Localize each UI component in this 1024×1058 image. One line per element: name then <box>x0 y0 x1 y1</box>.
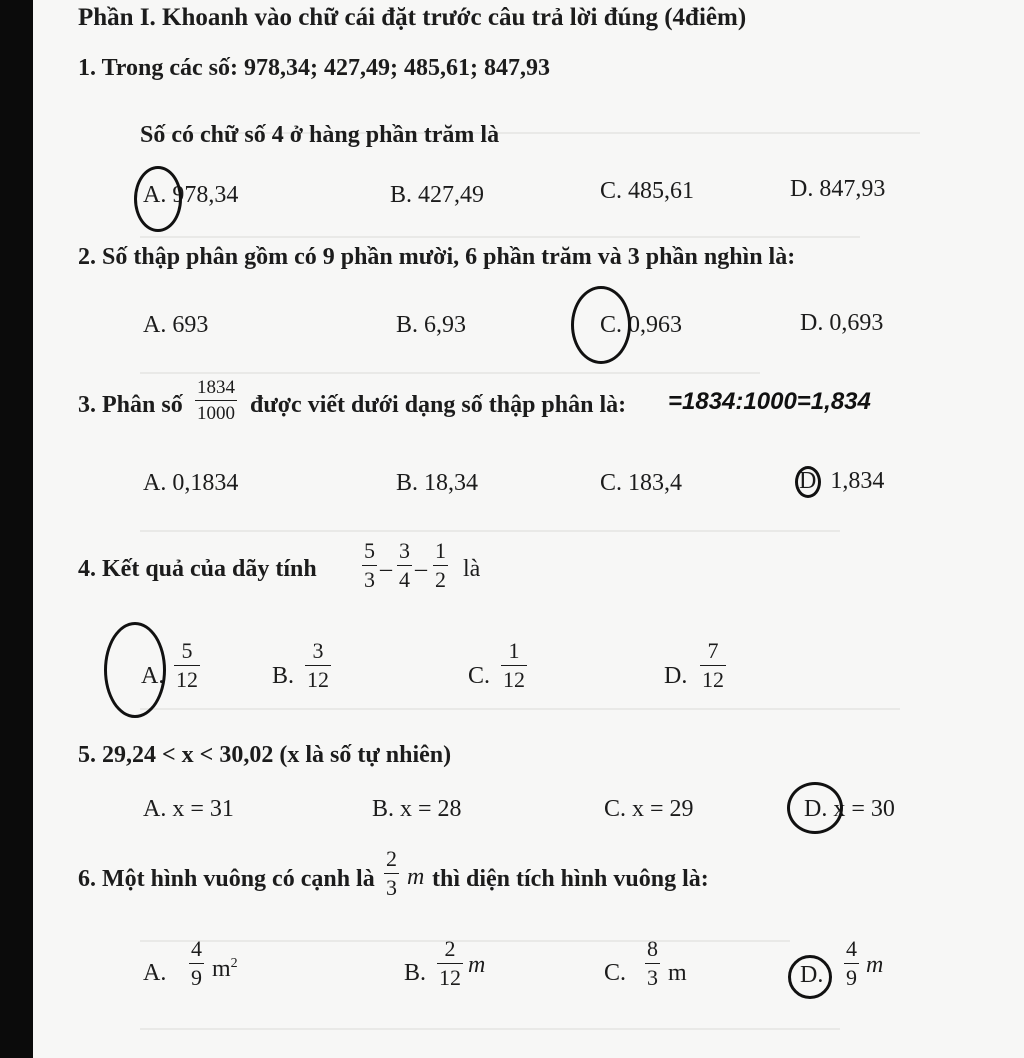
q4-option-d-fraction[interactable]: $\frac{7}{12}$ <box>702 638 724 692</box>
q1-option-c[interactable]: C. 485,61 <box>600 178 695 204</box>
q4-option-b-letter[interactable]: B. <box>272 663 295 689</box>
q6-side-fraction: $\frac{2}{3}$ <box>386 846 397 900</box>
q6-option-c-fraction[interactable]: $\frac{8}{3}$ <box>647 936 658 990</box>
q2-stem: 2. Số thập phân gồm có 9 phần mười, 6 phần trăm và 3 phần nghìn là: <box>78 244 796 270</box>
answer-circle-q6 <box>788 955 832 999</box>
q3-option-d[interactable]: D 1,834 <box>799 468 885 494</box>
q4-option-c-letter[interactable]: C. <box>468 663 491 689</box>
q6-option-d-letter[interactable]: D. <box>800 962 824 988</box>
q5-option-d[interactable]: D. x = 30 <box>804 796 895 822</box>
q4-expr-fraction-1: $\frac{5}{3}$ <box>364 538 375 592</box>
q3-option-b[interactable]: B. 18,34 <box>396 470 479 496</box>
q1-option-b[interactable]: B. 427,49 <box>390 182 485 208</box>
q6-option-a-fraction[interactable]: $\frac{4}{9}$ <box>191 936 202 990</box>
q6-option-b-unit: m <box>468 952 486 978</box>
q4-stem-before: 4. Kết quả của dãy tính <box>78 556 317 582</box>
q3-option-a[interactable]: A. 0,1834 <box>143 470 239 496</box>
q4-stem-after: là <box>463 556 481 582</box>
q6-option-d-unit: m <box>866 952 884 978</box>
q5-option-c[interactable]: C. x = 29 <box>604 796 694 822</box>
q1-stem: 1. Trong các số: 978,34; 427,49; 485,61; 847,93 <box>78 55 550 81</box>
q6-option-a-letter[interactable]: A. <box>143 960 167 986</box>
q1-option-d[interactable]: D. 847,93 <box>790 176 886 202</box>
answer-circle-q3 <box>795 466 821 498</box>
bleed-through-line <box>140 372 760 374</box>
bleed-through-line <box>140 1028 840 1030</box>
q4-option-c-fraction[interactable]: $\frac{1}{12}$ <box>503 638 525 692</box>
q6-option-d-fraction[interactable]: $\frac{4}{9}$ <box>846 936 857 990</box>
q1-subtitle: Số có chữ số 4 ở hàng phần trăm là <box>140 122 500 148</box>
q2-option-b[interactable]: B. 6,93 <box>396 312 467 338</box>
q6-side-unit: m <box>407 864 425 890</box>
q4-option-a-letter[interactable]: A. <box>141 663 165 689</box>
bleed-through-line <box>140 940 790 942</box>
q6-option-c-letter[interactable]: C. <box>604 960 627 986</box>
q4-option-b-fraction[interactable]: $\frac{3}{12}$ <box>307 638 329 692</box>
bleed-through-line <box>140 530 840 532</box>
q4-option-d-letter[interactable]: D. <box>664 663 688 689</box>
q4-expr-fraction-2: $\frac{3}{4}$ <box>399 538 410 592</box>
answer-circle-q2 <box>571 286 631 364</box>
q6-option-c-unit: m <box>668 960 687 986</box>
answer-circle-q1 <box>134 166 182 232</box>
q4-expr-fraction-3: $\frac{1}{2}$ <box>435 538 446 592</box>
bleed-through-line <box>140 236 860 238</box>
q3-option-c[interactable]: C. 183,4 <box>600 470 683 496</box>
scan-edge-shadow <box>0 0 33 1058</box>
q3-stem-after: được viết dưới dạng số thập phân là: <box>250 392 627 418</box>
q2-option-a[interactable]: A. 693 <box>143 312 209 338</box>
q6-option-a-unit: $m^2$ <box>212 956 238 982</box>
q3-stem-before: 3. Phân số <box>78 392 183 418</box>
answer-circle-q4 <box>104 622 166 718</box>
answer-circle-q5 <box>787 782 843 834</box>
q5-option-b[interactable]: B. x = 28 <box>372 796 462 822</box>
q6-stem-after: thì diện tích hình vuông là: <box>432 866 709 892</box>
q6-stem-before: 6. Một hình vuông có cạnh là <box>78 866 375 892</box>
bleed-through-line <box>140 708 900 710</box>
section-title: Phần I. Khoanh vào chữ cái đặt trước câu trả lời đúng (4điêm) <box>78 4 747 31</box>
q6-option-b-letter[interactable]: B. <box>404 960 427 986</box>
q2-option-d[interactable]: D. 0,693 <box>800 310 884 336</box>
q4-minus-1: – <box>380 556 392 582</box>
q4-option-a-fraction[interactable]: $\frac{5}{12}$ <box>176 638 198 692</box>
q5-stem: 5. 29,24 < x < 30,02 (x là số tự nhiên) <box>78 742 452 768</box>
q3-fraction: $\frac{1834}{1000}$ <box>197 377 235 424</box>
q2-option-c[interactable]: C. 0,963 <box>600 312 683 338</box>
q4-minus-2: – <box>415 556 427 582</box>
q1-option-a[interactable]: A. 978,34 <box>143 182 239 208</box>
q5-option-a[interactable]: A. x = 31 <box>143 796 234 822</box>
q6-option-b-fraction[interactable]: $\frac{2}{12}$ <box>439 936 461 990</box>
q3-handwritten-work: =1834:1000=1,834 <box>668 388 871 415</box>
